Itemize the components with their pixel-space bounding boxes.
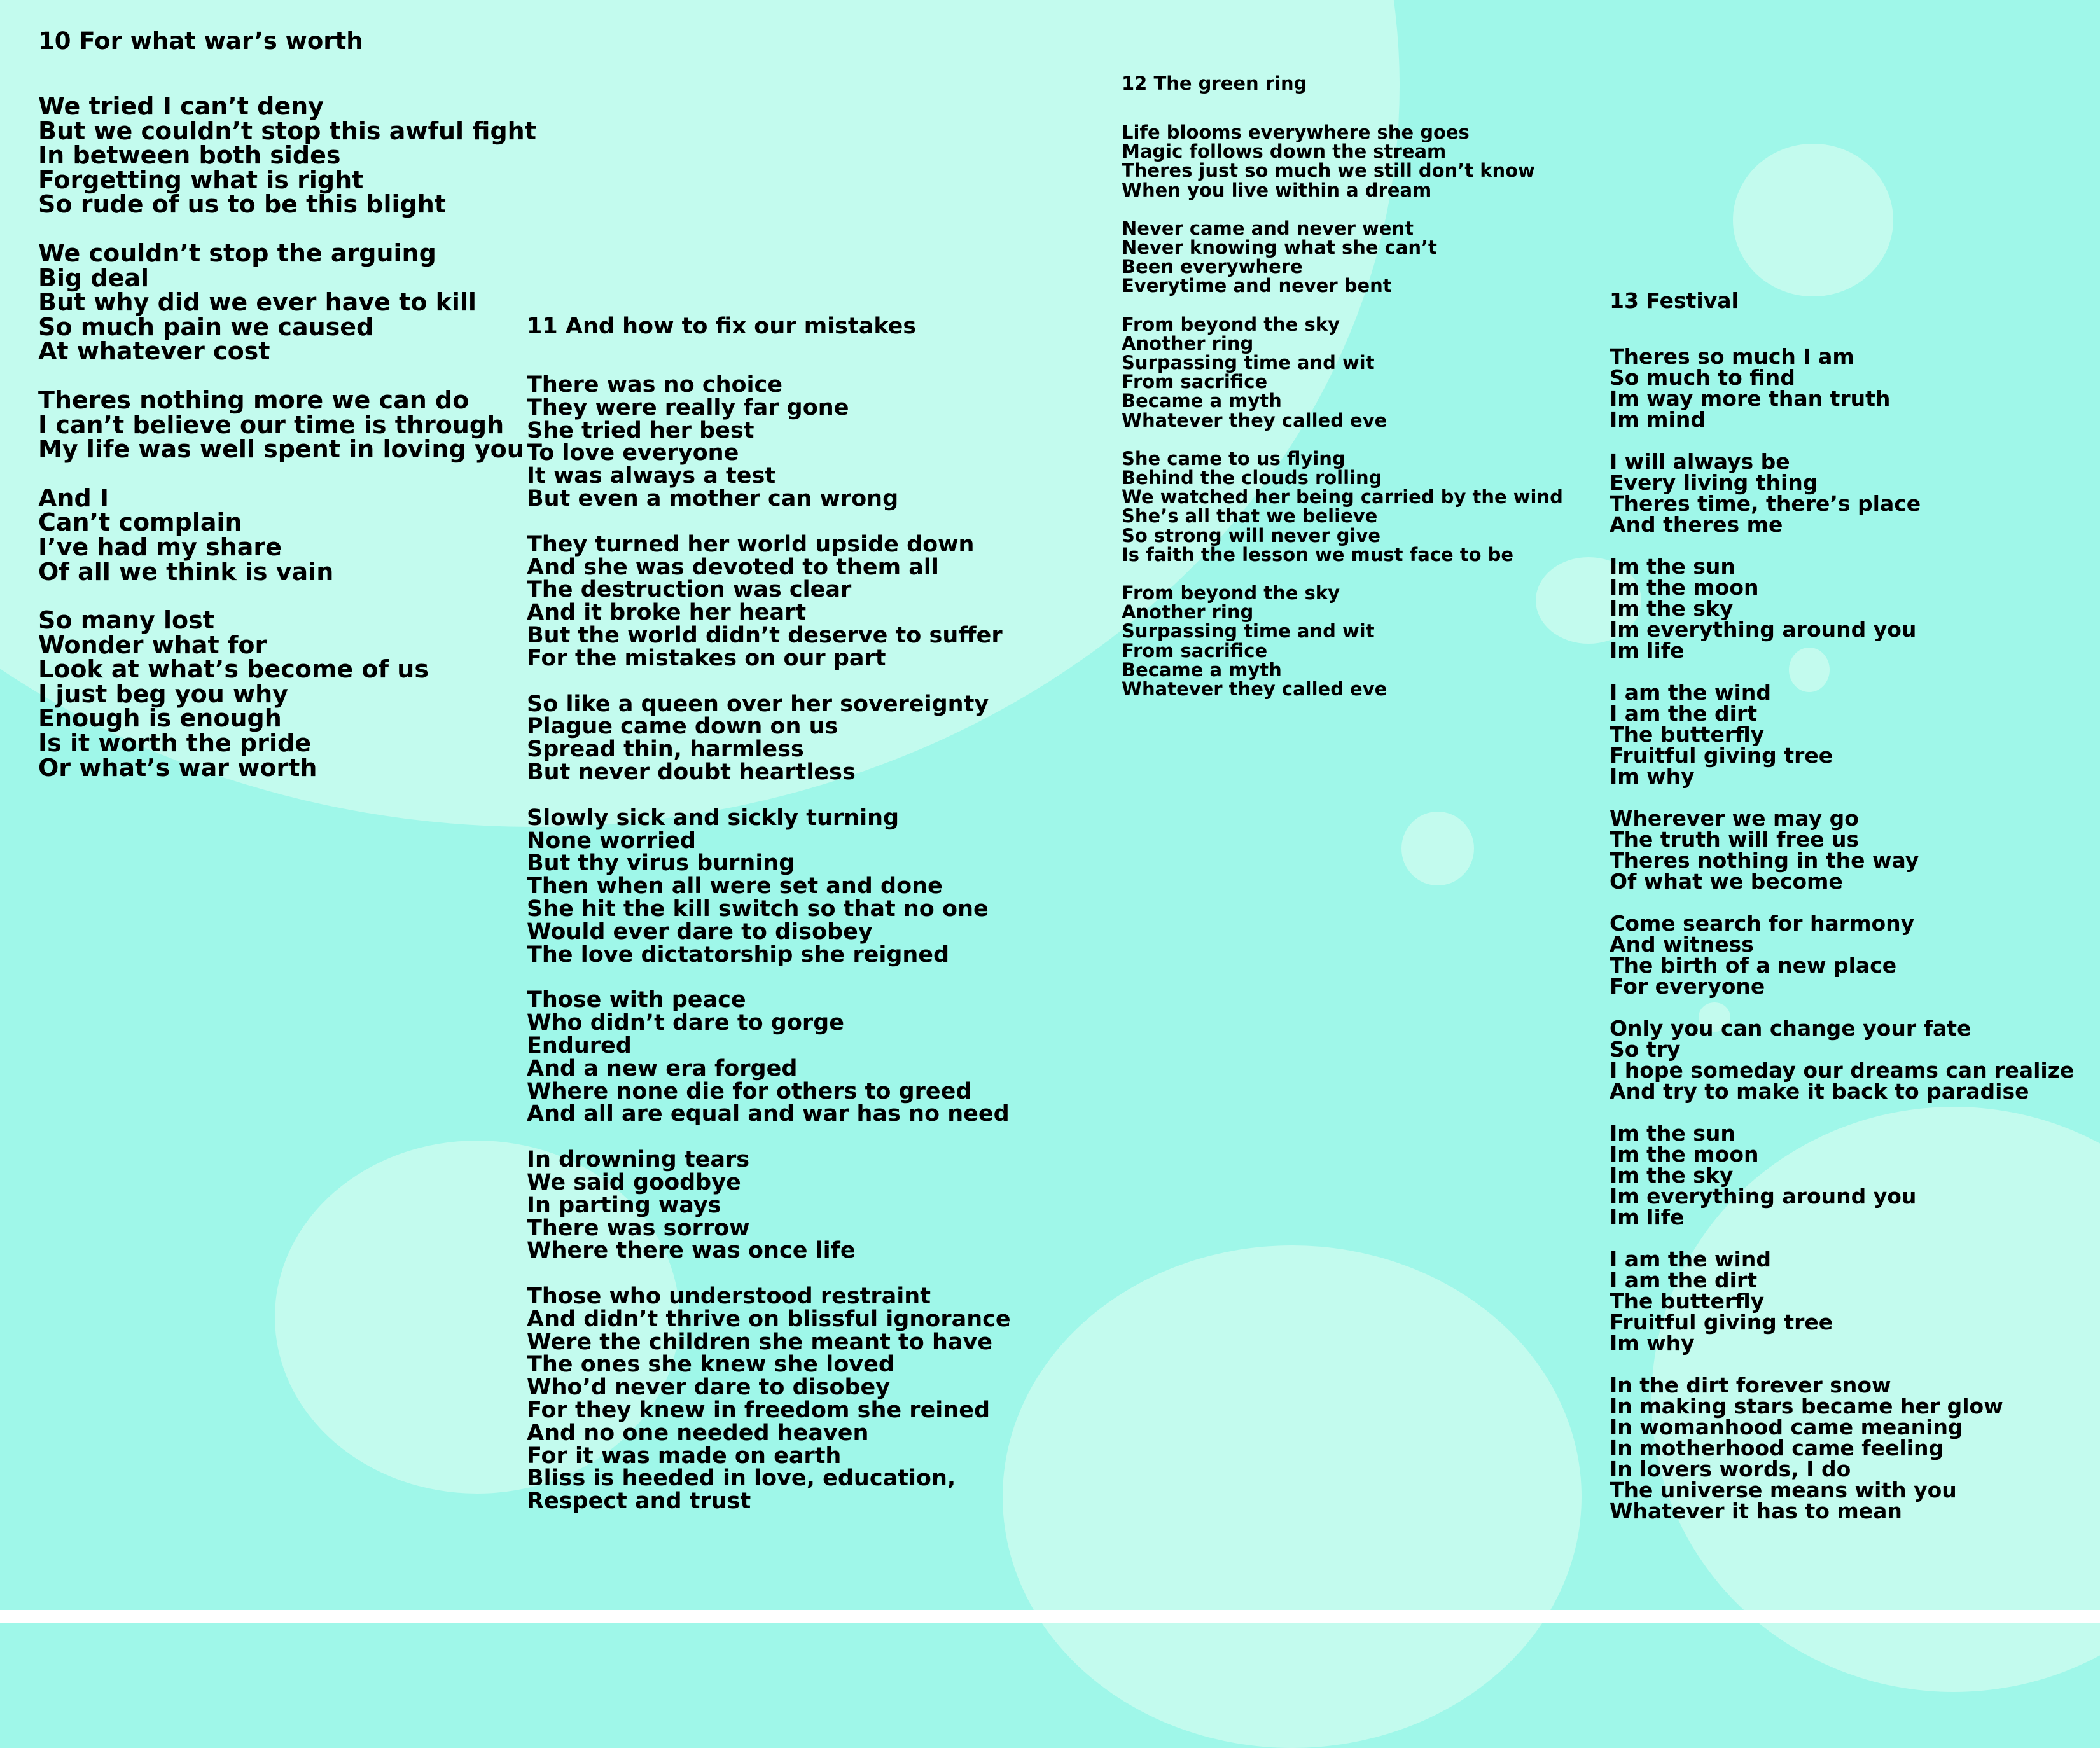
lyric-line: Those who understood restraint: [527, 1284, 931, 1310]
lyric-line: I am the dirt: [1610, 701, 1758, 726]
lyric-line: Been everywhere: [1122, 256, 1303, 278]
song-stanzas: [1610, 346, 2074, 1522]
lyric-line: For it was made on earth: [527, 1443, 842, 1469]
stanza: [1610, 682, 2074, 787]
stanza: [527, 374, 1011, 511]
lyric-line: Bliss is heeded in love, education,: [527, 1466, 956, 1492]
lyric-line: So much pain we caused: [38, 312, 374, 341]
lyric-line: She’s all that we believe: [1122, 505, 1378, 527]
stanza: [1610, 1375, 2074, 1522]
lyric-line: Is faith the lesson we must face to be: [1122, 543, 1514, 565]
stanza: [527, 1149, 1011, 1263]
lyric-line: Theres just so much we still don’t know: [1122, 160, 1535, 182]
lyric-line: The ones she knew she loved: [527, 1352, 894, 1378]
stanza: [38, 94, 536, 217]
lyric-line: When you live within a dream: [1122, 179, 1432, 201]
lyric-line: The butterfly: [1610, 1289, 1765, 1314]
lyric-line: And didn’t thrive on blissful ignorance: [527, 1306, 1011, 1332]
lyric-line: Theres nothing in the way: [1610, 848, 1919, 873]
lyric-line: Im the sky: [1610, 1163, 1734, 1188]
lyric-line: Everytime and never bent: [1122, 275, 1392, 297]
lyric-line: Theres time, there’s place: [1610, 491, 1921, 516]
lyric-line: We couldn’t stop the arguing: [38, 239, 436, 267]
lyric-line: In motherhood came feeling: [1610, 1436, 1944, 1460]
lyric-line: Whatever they called eve: [1122, 678, 1387, 700]
lyric-line: But we couldn’t stop this awful fight: [38, 116, 536, 145]
stanza: [1610, 556, 2074, 661]
lyric-line: For everyone: [1610, 974, 1765, 999]
lyric-line: At whatever cost: [38, 337, 270, 366]
lyric-line: So like a queen over her sovereignty: [527, 691, 989, 717]
lyric-line: Where there was once life: [527, 1238, 856, 1264]
lyric-line: Surpassing time and wit: [1122, 352, 1375, 374]
lyric-line: Im the moon: [1610, 575, 1759, 600]
lyric-line: And I: [38, 483, 109, 512]
lyric-line: Come search for harmony: [1610, 911, 1915, 936]
lyric-line: Theres so much I am: [1610, 344, 1854, 369]
lyric-line: Became a myth: [1122, 390, 1282, 412]
lyric-line: My life was well spent in loving you: [38, 435, 524, 464]
lyric-line: From sacrifice: [1122, 639, 1268, 662]
lyric-line: Can’t complain: [38, 508, 242, 537]
lyric-line: In lovers words, I do: [1610, 1457, 1851, 1481]
lyric-line: So strong will never give: [1122, 524, 1381, 546]
lyric-line: From beyond the sky: [1122, 582, 1340, 604]
lyric-line: I just beg you why: [38, 679, 288, 708]
lyric-line: Im the sky: [1610, 596, 1734, 621]
lyric-line: Another ring: [1122, 332, 1254, 354]
lyric-line: Or what’s war worth: [38, 753, 317, 782]
song-10: [38, 25, 536, 804]
stanza: [1610, 1018, 2074, 1102]
lyric-line: Slowly sick and sickly turning: [527, 805, 900, 831]
lyric-line: And try to make it back to paradise: [1610, 1079, 2029, 1104]
song-title: 11 And how to fix our mistakes: [527, 314, 917, 339]
lyric-line: Behind the clouds rolling: [1122, 467, 1382, 489]
lyric-line: And it broke her heart: [527, 600, 807, 626]
lyric-line: I am the dirt: [1610, 1268, 1758, 1293]
stanza: [1122, 315, 1563, 430]
lyric-line: In drowning tears: [527, 1147, 750, 1173]
lyric-line: And she was devoted to them all: [527, 554, 939, 580]
lyric-line: The universe means with you: [1610, 1478, 1957, 1502]
song-11: [527, 310, 1011, 1536]
lyric-line: In parting ways: [527, 1192, 721, 1218]
lyric-line: Is it worth the pride: [38, 729, 311, 758]
lyric-line: They turned her world upside down: [527, 531, 975, 557]
lyric-line: From beyond the sky: [1122, 313, 1340, 335]
lyric-line: It was always a test: [527, 463, 776, 489]
lyric-line: They were really far gone: [527, 394, 849, 420]
lyric-line: Were the children she meant to have: [527, 1329, 993, 1355]
lyric-line: Then when all were set and done: [527, 873, 943, 899]
lyric-line: She tried her best: [527, 417, 754, 443]
lyric-line: Spread thin, harmless: [527, 737, 804, 763]
lyric-line: Those with peace: [527, 987, 746, 1013]
lyric-line: The truth will free us: [1610, 827, 1860, 852]
lyric-line: Im the sun: [1610, 1121, 1735, 1146]
lyric-line: I will always be: [1610, 449, 1790, 474]
lyric-line: Never came and never went: [1122, 217, 1414, 239]
lyric-line: Whatever it has to mean: [1610, 1499, 1902, 1523]
circle-center: [1401, 812, 1474, 885]
lyric-line: In between both sides: [38, 141, 341, 170]
lyric-line: And all are equal and war has no need: [527, 1101, 1010, 1127]
stanza: [38, 608, 536, 780]
stanza: [1610, 1249, 2074, 1354]
lyric-line: Another ring: [1122, 601, 1254, 623]
lyric-line: I hope someday our dreams can realize: [1610, 1058, 2075, 1083]
stanza: [527, 1286, 1011, 1513]
song-title: 12 The green ring: [1122, 73, 1307, 94]
lyric-line: To love everyone: [527, 440, 739, 466]
lyric-line: So try: [1610, 1037, 1681, 1062]
lyric-line: Im why: [1610, 764, 1695, 789]
lyric-line: We tried I can’t deny: [38, 92, 324, 120]
lyric-line: I can’t believe our time is through: [38, 410, 504, 439]
lyric-line: She came to us flying: [1122, 447, 1346, 469]
lyric-line: But never doubt heartless: [527, 759, 856, 785]
lyric-line: Big deal: [38, 263, 150, 292]
lyric-line: In womanhood came meaning: [1610, 1415, 1963, 1439]
lyric-line: In the dirt forever snow: [1610, 1373, 1891, 1398]
lyric-line: The love dictatorship she reigned: [527, 941, 950, 968]
stanza: [1122, 219, 1563, 296]
lyric-line: I’ve had my share: [38, 532, 282, 561]
lyric-line: Enough is enough: [38, 704, 282, 733]
lyric-line: So many lost: [38, 606, 214, 635]
lyric-line: Never knowing what she can’t: [1122, 237, 1437, 259]
lyric-line: Wonder what for: [38, 630, 267, 659]
lyric-line: Im way more than truth: [1610, 386, 1891, 411]
lyric-line: The butterfly: [1610, 722, 1765, 747]
lyric-line: Of all we think is vain: [38, 557, 334, 586]
lyric-line: But why did we ever have to kill: [38, 288, 476, 317]
lyric-line: And theres me: [1610, 512, 1783, 537]
lyric-line: But even a mother can wrong: [527, 485, 899, 511]
lyric-line: And a new era forged: [527, 1055, 798, 1081]
circle-right-upper: [1733, 144, 1893, 296]
page-bottom-edge: [0, 1610, 2100, 1623]
stanza: [1610, 451, 2074, 535]
stanza: [527, 807, 1011, 967]
song-title: 10 For what war’s worth: [38, 27, 363, 55]
lyric-line: Wherever we may go: [1610, 806, 1859, 831]
lyric-line: Fruitful giving tree: [1610, 743, 1833, 768]
stanza: [1610, 913, 2074, 997]
stanza: [1122, 449, 1563, 564]
lyric-line: Im everything around you: [1610, 1184, 1917, 1209]
lyric-line: Became a myth: [1122, 658, 1282, 681]
lyric-line: From sacrifice: [1122, 371, 1268, 393]
lyric-line: Who’d never dare to disobey: [527, 1375, 891, 1401]
lyric-line: Look at what’s become of us: [38, 655, 429, 684]
lyric-line: And no one needed heaven: [527, 1420, 869, 1446]
song-12: [1122, 71, 1563, 718]
lyric-line: None worried: [527, 828, 696, 854]
lyric-line: So rude of us to be this blight: [38, 190, 446, 219]
lyric-line: For the mistakes on our part: [527, 645, 886, 671]
lyric-line: Im mind: [1610, 407, 1706, 432]
lyric-line: Theres nothing more we can do: [38, 385, 469, 414]
lyric-line: Im life: [1610, 1205, 1685, 1230]
stanza: [38, 483, 536, 586]
stanza: [1122, 583, 1563, 698]
lyric-line: Only you can change your fate: [1610, 1016, 1971, 1041]
lyric-line: Magic follows down the stream: [1122, 141, 1447, 163]
lyric-line: So much to find: [1610, 365, 1795, 390]
lyric-line: Im everything around you: [1610, 617, 1917, 642]
lyric-line: I am the wind: [1610, 680, 1771, 705]
stanza: [1610, 1123, 2074, 1228]
song-stanzas: [527, 374, 1011, 1513]
lyric-line: Of what we become: [1610, 869, 1843, 894]
stanza: [527, 989, 1011, 1126]
lyric-line: Whatever they called eve: [1122, 409, 1387, 431]
lyric-line: There was no choice: [527, 372, 783, 398]
lyric-line: The birth of a new place: [1610, 953, 1897, 978]
song-stanzas: [1122, 123, 1563, 698]
stanza: [1610, 808, 2074, 892]
stanza: [527, 693, 1011, 784]
lyric-line: I am the wind: [1610, 1247, 1771, 1272]
lyric-line: In making stars became her glow: [1610, 1394, 2003, 1419]
stanza: [1610, 346, 2074, 430]
song-stanzas: [38, 94, 536, 780]
lyric-line: Respect and trust: [527, 1488, 751, 1515]
lyric-line: Every living thing: [1610, 470, 1818, 495]
song-13: [1610, 286, 2074, 1543]
stanza: [1122, 123, 1563, 200]
lyric-line: Plague came down on us: [527, 714, 838, 740]
lyric-line: Endured: [527, 1032, 632, 1058]
lyric-line: Im the sun: [1610, 554, 1735, 579]
lyric-line: For they knew in freedom she reined: [527, 1398, 991, 1424]
song-title: 13 Festival: [1610, 288, 1739, 313]
lyric-line: Fruitful giving tree: [1610, 1310, 1833, 1335]
lyric-line: There was sorrow: [527, 1215, 750, 1241]
lyric-line: Would ever dare to disobey: [527, 919, 873, 945]
lyric-line: Who didn’t dare to gorge: [527, 1010, 844, 1036]
stanza: [527, 531, 1011, 671]
lyric-line: Im life: [1610, 638, 1685, 663]
lyric-line: Forgetting what is right: [38, 165, 364, 194]
stanza: [38, 385, 536, 464]
lyric-line: Where none die for others to greed: [527, 1078, 972, 1104]
stanza: [38, 241, 536, 364]
lyric-line: But the world didn’t deserve to suffer: [527, 622, 1003, 648]
lyric-line: Life blooms everywhere she goes: [1122, 121, 1470, 143]
lyric-line: Surpassing time and wit: [1122, 620, 1375, 642]
circle-bottom-center: [1003, 1245, 1582, 1748]
lyric-line: We said goodbye: [527, 1169, 741, 1195]
lyric-line: Im why: [1610, 1331, 1695, 1356]
lyric-line: Im the moon: [1610, 1142, 1759, 1167]
lyric-line: She hit the kill switch so that no one: [527, 896, 989, 922]
lyric-line: But thy virus burning: [527, 850, 795, 877]
lyric-line: And witness: [1610, 932, 1754, 957]
lyric-line: The destruction was clear: [527, 577, 852, 603]
lyric-line: We watched her being carried by the wind: [1122, 486, 1563, 508]
